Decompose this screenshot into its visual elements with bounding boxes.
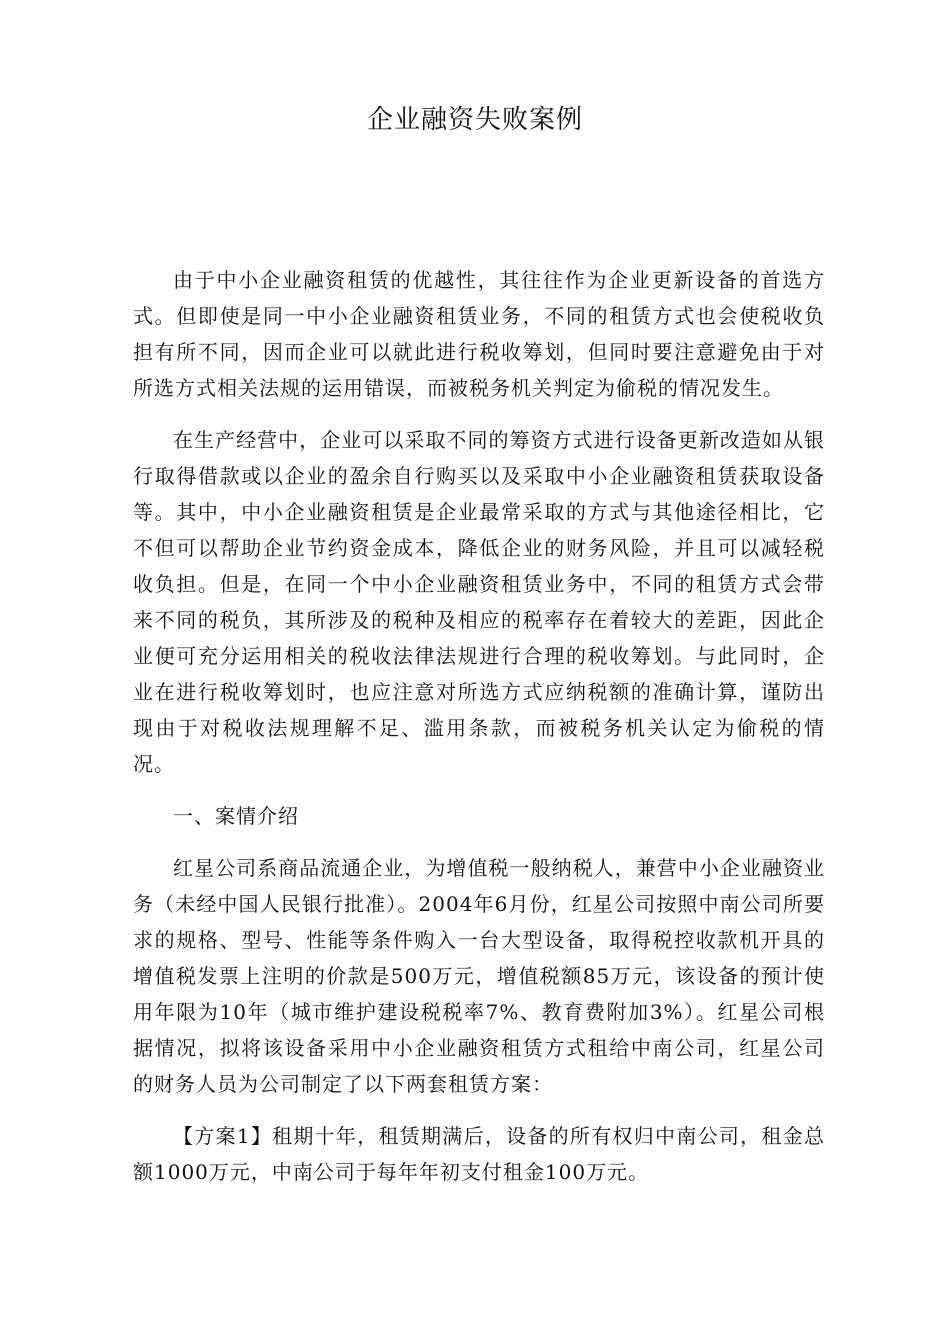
context-paragraph: 在生产经营中，企业可以采取不同的筹资方式进行设备更新改造如从银行取得借款或以企业的盈余自行购买以及采取中小企业融资租赁获取设备等。其中，中小企业融资租赁是企业最常采取的方式与其他途径相比，它不但可以帮助企业节约资金成本，降低企业的财务风险，并且可以减轻税收负担。但是，在同一个中小企业融资租赁业务中，不同的租赁方式会带来不同的税负，其所涉及的税种及相应的税率存在着较大的差距，因此企业便可充分运用相关的税收法律法规进行合理的税收筹划。与此同时，企业在进行税收筹划时，也应注意对所选方式应纳税额的准确计算，谨防出现由于对税收法规理解不足、滥用条款，而被税务机关认定为偷税的情况。: [133, 428, 825, 776]
document-body: [133, 262, 825, 1206]
document-title: 企业融资失败案例: [366, 105, 583, 135]
intro-paragraph: 由于中小企业融资租赁的优越性，其往往作为企业更新设备的首选方式。但即使是同一中小企业融资租赁业务，不同的租赁方式也会使税收负担有所不同，因而企业可以就此进行税收筹划，但同时要注意避免由于对所选方式相关法规的运用错误，而被税务机关判定为偷税的情况发生。: [133, 268, 825, 400]
plan-1-paragraph: 【方案1】租期十年，租赁期满后，设备的所有权归中南公司，租金总额1000万元，中南公司于每年年初支付租金100万元。: [133, 1124, 825, 1184]
case-paragraph: 红星公司系商品流通企业，为增值税一般纳税人，兼营中小企业融资业务（未经中国人民银行批准）。2004年6月份，红星公司按照中南公司所要求的规格、型号、性能等条件购入一台大型设备，取得税控收款机开具的增值税发票上注明的价款是500万元，增值税额85万元，该设备的预计使用年限为10年（城市维护建设税税率7%、教育费附加3%）。红星公司根据情况，拟将该设备采用中小企业融资租赁方式租给中南公司，红星公司的财务人员为公司制定了以下两套租赁方案：: [133, 856, 825, 1096]
section-heading: 一、案情介绍: [173, 804, 299, 828]
